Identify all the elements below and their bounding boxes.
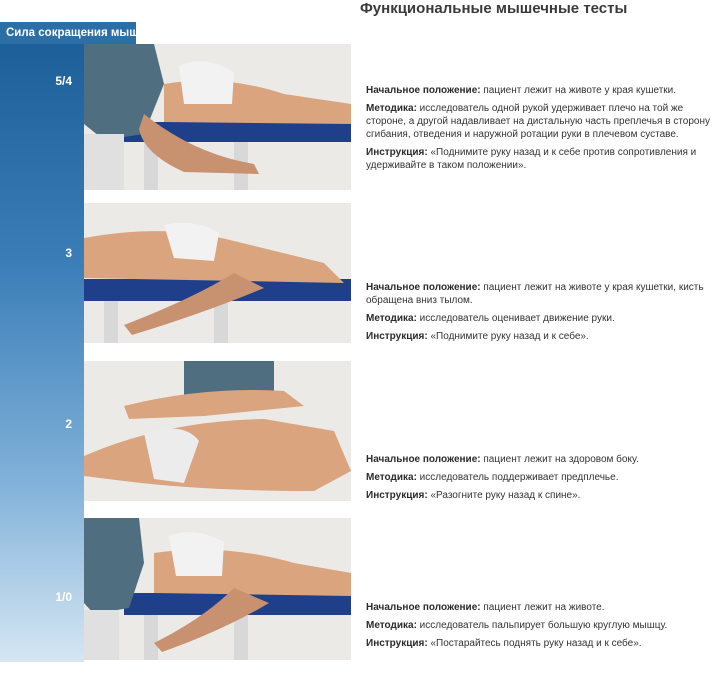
method: Методика: исследователь оценивает движение руки. bbox=[366, 313, 615, 324]
description-block-4 bbox=[366, 601, 710, 655]
description-block-2 bbox=[366, 281, 710, 348]
instruction: Инструкция: «Поднимите руку назад и к себе против сопротивления и удерживайте в таком положении». bbox=[366, 147, 697, 171]
instruction: Инструкция: «Постарайтесь поднять руку назад и к себе». bbox=[366, 638, 642, 649]
method: Методика: исследователь пальпирует большую круглую мышцу. bbox=[366, 620, 668, 631]
exam-photo-4 bbox=[84, 518, 351, 660]
exam-photo-2 bbox=[84, 203, 351, 343]
description-block-3 bbox=[366, 453, 710, 507]
description-block-1 bbox=[366, 84, 710, 177]
grade-label: 2 bbox=[65, 417, 72, 431]
method: Методика: исследователь одной рукой удерживает плечо на той же стороне, а другой надавливает на дистальную часть преплечья в сторону сгибания, отведения и наружной ротации руки в плечевом суставе. bbox=[366, 103, 710, 140]
instruction: Инструкция: «Поднимите руку назад и к себе». bbox=[366, 331, 589, 342]
initial-position: Начальное положение: пациент лежит на здоровом боку. bbox=[366, 454, 639, 465]
initial-position: Начальное положение: пациент лежит на животе у края кушетки. bbox=[366, 85, 677, 96]
grade-label: 1/0 bbox=[55, 590, 72, 604]
page-title: Функциональные мышечные тесты bbox=[360, 0, 628, 17]
method: Методика: исследователь поддерживает предплечье. bbox=[366, 472, 619, 483]
side-bar bbox=[0, 44, 84, 662]
exam-photo-3 bbox=[84, 361, 351, 501]
grade-label: 3 bbox=[65, 246, 72, 260]
exam-photo-1 bbox=[84, 44, 351, 190]
side-header: Сила сокращения мышц bbox=[0, 22, 136, 44]
initial-position: Начальное положение: пациент лежит на животе. bbox=[366, 602, 605, 613]
grade-label: 5/4 bbox=[55, 74, 72, 88]
instruction: Инструкция: «Разогните руку назад к спине». bbox=[366, 490, 581, 501]
initial-position: Начальное положение: пациент лежит на животе у края кушетки, кисть обращена вниз тылом. bbox=[366, 282, 704, 306]
